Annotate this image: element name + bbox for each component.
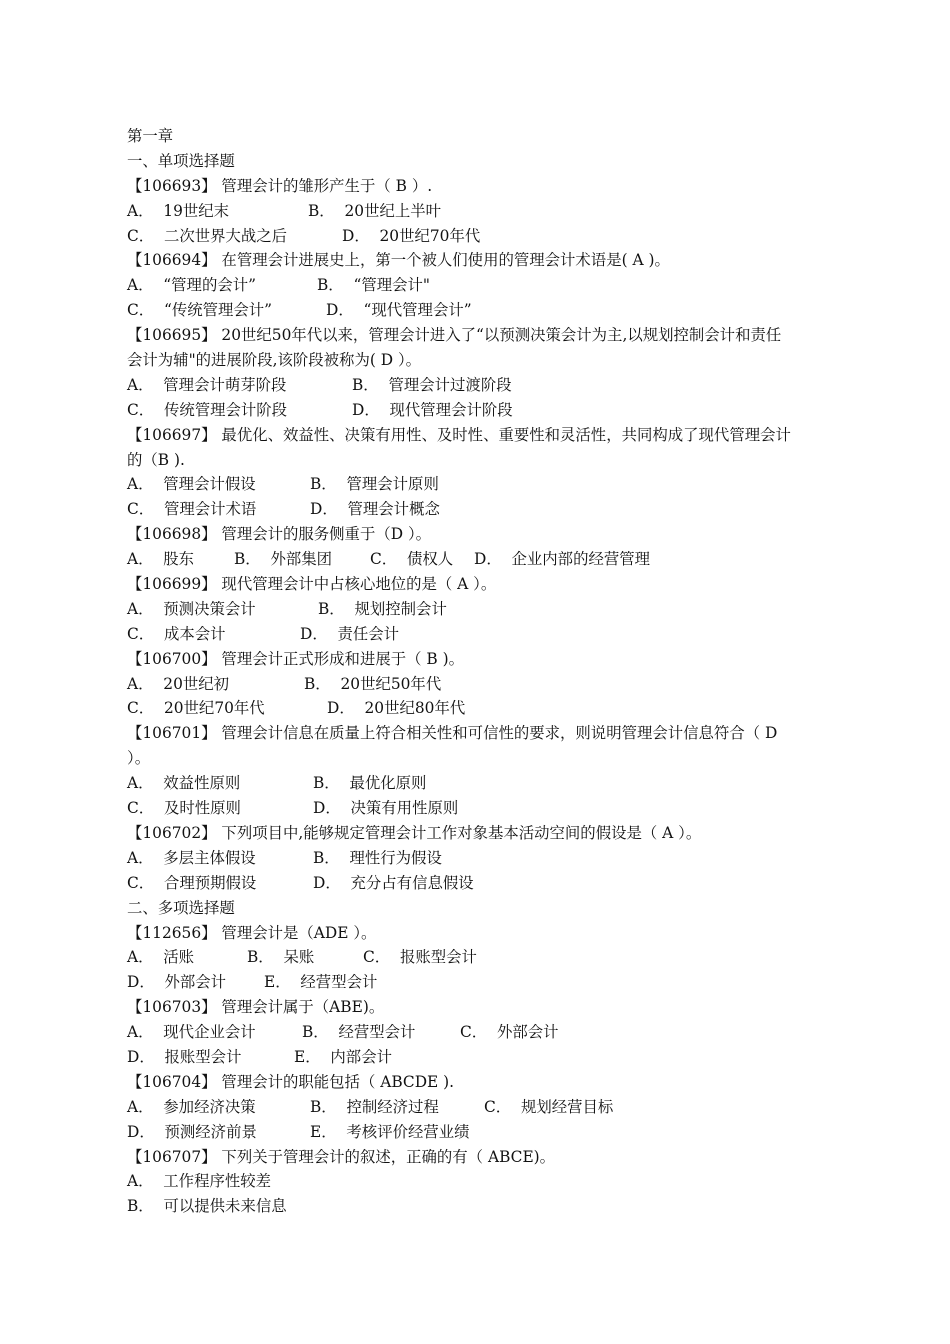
section-heading-multiple: 二、多项选择题 [127, 898, 235, 917]
option-row [127, 1120, 847, 1145]
option: B． 管理会计原则 [310, 475, 439, 494]
option: E． 经营型会计 [264, 973, 378, 992]
option: C． 传统管理会计阶段 [127, 400, 288, 419]
chapter-title: 第一章 [127, 127, 174, 145]
question-stem: 【106701】 管理会计信息在质量上符合相关性和可信性的要求，则说明管理会计信息符合（ D [127, 724, 778, 743]
option: B． 经营型会计 [302, 1023, 416, 1042]
option: B． 20世纪50年代 [304, 674, 442, 693]
option: A． “管理的会计” [127, 276, 256, 295]
option: A． 管理会计假设 [127, 475, 256, 494]
option: D． 外部会计 [127, 973, 227, 992]
option: D． 管理会计概念 [310, 500, 440, 519]
option: D． 责任会计 [300, 624, 400, 643]
option: D． 现代管理会计阶段 [352, 400, 513, 419]
option-row [127, 771, 847, 796]
question-stem: 【106703】 管理会计属于（ABE)。 [127, 998, 385, 1017]
option: A． 工作程序性较差 [127, 1172, 272, 1191]
option: B． 控制经济过程 [310, 1097, 439, 1116]
option-row [127, 970, 847, 995]
option: D． 报账型会计 [127, 1047, 242, 1066]
option: C． 合理预期假设 [127, 873, 257, 892]
question-stem: 【106702】 下列项目中,能够规定管理会计工作对象基本活动空间的假设是（ A ）。 [127, 823, 702, 842]
question-stem: 【106704】 管理会计的职能包括（ ABCDE ). [127, 1072, 455, 1091]
option: B． 外部集团 [234, 550, 333, 569]
option: D． “现代管理会计” [326, 301, 472, 320]
question-stem: 【106700】 管理会计正式形成和进展于（ B )。 [127, 649, 464, 668]
option-row [127, 672, 847, 697]
option-row [127, 1169, 847, 1194]
option-row [127, 373, 847, 398]
option-row [127, 846, 847, 871]
option: C． 20世纪70年代 [127, 699, 265, 718]
option: A． 管理会计萌芽阶段 [127, 375, 287, 394]
option: C． 报账型会计 [363, 948, 477, 967]
option: B． 20世纪上半叶 [308, 201, 442, 220]
option: A． 活账 [127, 948, 195, 967]
question-stem: 【106699】 现代管理会计中占核心地位的是（ A ）。 [127, 575, 497, 594]
option: C． 外部会计 [460, 1023, 559, 1042]
option: C． 债权人 [370, 550, 454, 569]
option-row [127, 273, 847, 298]
question-stem: 【106698】 管理会计的服务侧重于（D ）。 [127, 525, 432, 544]
option: B． 可以提供未来信息 [127, 1197, 287, 1216]
option-row [127, 597, 847, 622]
option-row [127, 547, 847, 572]
question-stem: 【106707】 下列关于管理会计的叙述，正确的有（ ABCE)。 [127, 1147, 556, 1166]
option: C． “传统管理会计” [127, 301, 273, 320]
option: B． 规划控制会计 [318, 599, 447, 618]
option: D． 预测经济前景 [127, 1122, 257, 1141]
option-row [127, 199, 847, 224]
option: A． 现代企业会计 [127, 1023, 256, 1042]
question-stem: 【106693】 管理会计的雏形产生于（ B ）. [127, 176, 433, 195]
question-stem: 【106695】 20世纪50年代以来，管理会计进入了“以预测决策会计为主,以规划控制会计和责任 [127, 326, 782, 345]
option: A． 20世纪初 [127, 674, 230, 693]
option: A． 股东 [127, 550, 195, 569]
option: B． 最优化原则 [313, 774, 427, 793]
option-row [127, 945, 847, 970]
document-body [127, 124, 847, 1219]
option: C． 及时性原则 [127, 799, 241, 818]
option-row [127, 398, 847, 423]
option: B． 管理会计过渡阶段 [352, 375, 512, 394]
option-row [127, 871, 847, 896]
option: D． 企业内部的经营管理 [474, 550, 651, 569]
option-row [127, 1194, 847, 1219]
option: A． 效益性原则 [127, 774, 241, 793]
option: C． 成本会计 [127, 624, 226, 643]
option: C． 规划经营目标 [484, 1097, 614, 1116]
option: B． 理性行为假设 [313, 848, 442, 867]
option-row [127, 497, 847, 522]
option-row [127, 472, 847, 497]
option: E． 考核评价经营业绩 [310, 1122, 470, 1141]
question-stem: 【112656】 管理会计是（ADE ）。 [127, 923, 377, 942]
option: B． 呆账 [247, 948, 315, 967]
question-stem-continued: ）。 [127, 749, 151, 768]
question-stem-continued: 的（B ). [127, 450, 185, 469]
option: A． 预测决策会计 [127, 599, 256, 618]
option: D． 决策有用性原则 [313, 799, 459, 818]
option-row [127, 796, 847, 821]
option-row [127, 696, 847, 721]
option: D． 20世纪80年代 [327, 699, 466, 718]
option-row [127, 1095, 847, 1120]
option-row [127, 224, 847, 249]
option: E． 内部会计 [294, 1047, 392, 1066]
option-row [127, 1020, 847, 1045]
option-row [127, 298, 847, 323]
option: D． 20世纪70年代 [342, 226, 481, 245]
option: A． 参加经济决策 [127, 1097, 256, 1116]
option: D． 充分占有信息假设 [313, 873, 474, 892]
option: A． 19世纪末 [127, 201, 230, 220]
question-stem: 【106697】 最优化、效益性、决策有用性、及时性、重要性和灵活性，共同构成了现代管理会计 [127, 425, 791, 444]
option-row [127, 622, 847, 647]
option: C． 二次世界大战之后 [127, 226, 288, 245]
option-row [127, 1045, 847, 1070]
option: B． “管理会计" [317, 276, 430, 295]
question-stem: 【106694】 在管理会计进展史上，第一个被人们使用的管理会计术语是( A )。 [127, 251, 670, 270]
question-stem-continued: 会计为辅"的进展阶段,该阶段被称为( D ）。 [127, 351, 422, 370]
section-heading-single: 一、单项选择题 [127, 151, 235, 170]
option: C． 管理会计术语 [127, 500, 257, 519]
option: A． 多层主体假设 [127, 848, 256, 867]
